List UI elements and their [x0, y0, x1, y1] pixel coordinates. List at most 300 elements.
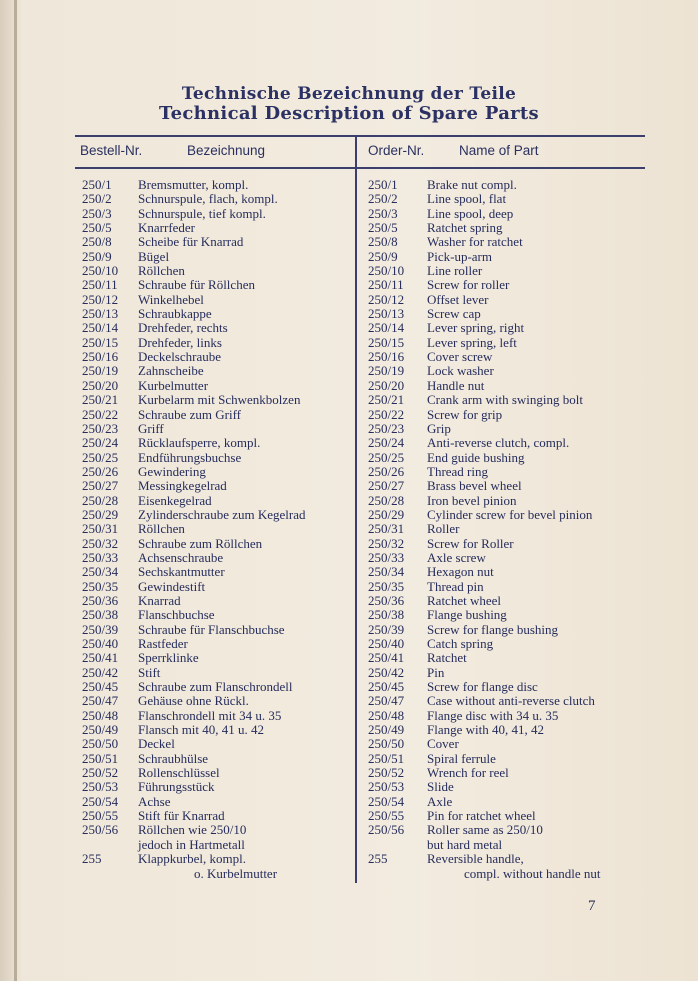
part-number: 250/24 — [82, 435, 119, 451]
part-number: 250/45 — [82, 679, 119, 695]
part-number: 250/26 — [82, 463, 119, 479]
german-part-row — [82, 723, 352, 737]
german-part-row — [82, 780, 352, 794]
german-part-row — [82, 235, 352, 249]
part-name: Reversible handle, — [427, 851, 524, 867]
part-name: Screw for grip — [427, 406, 503, 422]
english-part-row — [368, 551, 648, 565]
part-name: Drehfeder, links — [138, 334, 222, 350]
part-number: 250/49 — [82, 722, 119, 738]
english-part-row — [368, 623, 648, 637]
part-number: 250/38 — [368, 607, 405, 623]
part-name: Brass bevel wheel — [427, 478, 522, 494]
german-part-row — [82, 192, 352, 206]
part-number: 250/34 — [368, 564, 405, 580]
part-name: Cylinder screw for bevel pinion — [427, 506, 593, 522]
english-part-row — [368, 264, 648, 278]
part-name: Stift — [138, 664, 161, 680]
english-part-row — [368, 379, 648, 393]
part-number: 250/55 — [368, 808, 405, 824]
part-name: Knarrad — [138, 592, 181, 608]
english-part-row — [368, 723, 648, 737]
part-number: 250/22 — [82, 406, 119, 422]
part-number: 250/8 — [368, 234, 398, 250]
english-part-row — [368, 508, 648, 522]
part-name: Lever spring, left — [427, 334, 517, 350]
german-part-row — [82, 178, 352, 192]
german-part-row — [82, 580, 352, 594]
part-name: End guide bushing — [427, 449, 525, 465]
part-number: 250/24 — [368, 435, 405, 451]
page-title-german: Technische Bezeichnung der Teile — [181, 84, 517, 104]
german-part-row — [82, 809, 352, 823]
part-name: Case without anti-reverse clutch — [427, 693, 595, 709]
part-name: Slide — [427, 779, 454, 795]
english-part-row — [368, 867, 648, 881]
part-name: Line spool, deep — [427, 205, 514, 221]
german-part-row — [82, 838, 352, 852]
english-part-row — [368, 321, 648, 335]
part-number: 250/39 — [82, 621, 119, 637]
part-name: Flange with 40, 41, 42 — [427, 722, 544, 738]
part-name: Drehfeder, rechts — [138, 320, 228, 336]
part-number: 255 — [368, 851, 388, 867]
part-name: Schraubkappe — [138, 306, 212, 322]
english-part-row — [368, 752, 648, 766]
part-name: Iron bevel pinion — [427, 492, 517, 508]
part-number: 250/51 — [368, 750, 405, 766]
part-number: 250/23 — [82, 420, 119, 436]
german-part-row — [82, 293, 352, 307]
part-name: Hexagon nut — [427, 564, 494, 580]
part-name: Führungsstück — [138, 779, 215, 795]
part-name: Schraube für Röllchen — [138, 277, 255, 293]
english-part-row — [368, 709, 648, 723]
german-part-row — [82, 766, 352, 780]
header-name-en: Name of Part — [459, 143, 539, 158]
part-number: 250/54 — [82, 793, 119, 809]
part-number: 250/9 — [368, 248, 398, 264]
english-part-row — [368, 737, 648, 751]
part-number: 250/53 — [82, 779, 119, 795]
german-part-row — [82, 637, 352, 651]
part-name: Schraube zum Röllchen — [138, 535, 263, 551]
german-part-row — [82, 594, 352, 608]
part-number: 250/51 — [82, 750, 119, 766]
part-number: 250/32 — [82, 535, 119, 551]
part-name: Klappkurbel, kompl. — [138, 851, 246, 867]
part-number: 250/27 — [368, 478, 405, 494]
part-number: 250/28 — [368, 492, 405, 508]
part-name: Roller — [427, 521, 460, 537]
part-number: 250/27 — [82, 478, 119, 494]
english-part-row — [368, 336, 648, 350]
part-name: Screw for flange bushing — [427, 621, 559, 637]
part-name: Screw for flange disc — [427, 679, 538, 695]
part-name: Wrench for reel — [427, 765, 509, 781]
german-part-row — [82, 321, 352, 335]
part-number: 250/12 — [82, 291, 119, 307]
part-number: 250/20 — [368, 377, 405, 393]
part-name: but hard metal — [427, 836, 503, 852]
german-part-row — [82, 680, 352, 694]
english-part-row — [368, 522, 648, 536]
part-number: 250/3 — [368, 205, 398, 221]
german-part-row — [82, 479, 352, 493]
part-number: 250/19 — [368, 363, 405, 379]
german-part-row — [82, 207, 352, 221]
german-part-row — [82, 565, 352, 579]
part-name: Flanschrondell mit 34 u. 35 — [138, 707, 282, 723]
part-name: Screw for roller — [427, 277, 510, 293]
german-part-row — [82, 451, 352, 465]
part-number: 250/52 — [368, 765, 405, 781]
part-name: Roller same as 250/10 — [427, 822, 543, 838]
german-part-row — [82, 364, 352, 378]
part-number: 250/41 — [82, 650, 119, 666]
part-name: Lock washer — [427, 363, 494, 379]
english-part-row — [368, 192, 648, 206]
german-part-row — [82, 752, 352, 766]
header-order-no-en: Order-Nr. — [368, 143, 425, 158]
part-name: Schraubhülse — [138, 750, 209, 766]
part-name: Screw cap — [427, 306, 481, 322]
part-number: 250/20 — [82, 377, 119, 393]
part-number: 250/42 — [368, 664, 405, 680]
part-number: 250/45 — [368, 679, 405, 695]
german-part-row — [82, 264, 352, 278]
english-part-row — [368, 766, 648, 780]
part-number: 250/25 — [82, 449, 119, 465]
part-number: 250/23 — [368, 420, 405, 436]
english-part-row — [368, 823, 648, 837]
part-name: Flange bushing — [427, 607, 507, 623]
english-part-row — [368, 608, 648, 622]
german-part-row — [82, 709, 352, 723]
part-number: 250/35 — [82, 578, 119, 594]
english-part-row — [368, 651, 648, 665]
english-part-row — [368, 594, 648, 608]
german-part-row — [82, 278, 352, 292]
part-number: 250/29 — [368, 506, 405, 522]
english-part-row — [368, 250, 648, 264]
part-name: Anti-reverse clutch, compl. — [427, 435, 570, 451]
part-number: 250/36 — [368, 592, 405, 608]
part-number: 250/31 — [368, 521, 405, 537]
part-name: Cover — [427, 736, 459, 752]
part-number: 250/16 — [368, 349, 405, 365]
part-name: Gewindering — [138, 463, 206, 479]
part-number: 250/2 — [368, 191, 398, 207]
german-part-row — [82, 422, 352, 436]
german-part-row — [82, 694, 352, 708]
part-name: Bügel — [138, 248, 170, 264]
part-number: 250/10 — [368, 263, 405, 279]
part-number: 250/48 — [368, 707, 405, 723]
page-number: 7 — [588, 898, 596, 914]
english-part-row — [368, 207, 648, 221]
part-name: Pin for ratchet wheel — [427, 808, 536, 824]
english-part-row — [368, 393, 648, 407]
part-name: Thread pin — [427, 578, 484, 594]
part-number: 250/10 — [82, 263, 119, 279]
part-number: 250/5 — [368, 220, 398, 236]
part-name: Winkelhebel — [138, 291, 204, 307]
part-name: Röllchen — [138, 521, 185, 537]
part-number: 250/50 — [82, 736, 119, 752]
part-number: 250/29 — [82, 506, 119, 522]
german-part-row — [82, 350, 352, 364]
part-number: 250/21 — [82, 392, 119, 408]
part-name: Deckel — [138, 736, 175, 752]
table-top-rule — [75, 135, 645, 137]
part-name: Lever spring, right — [427, 320, 525, 336]
part-name: Brake nut compl. — [427, 177, 517, 192]
part-number: 250/42 — [82, 664, 119, 680]
german-part-row — [82, 537, 352, 551]
german-part-row — [82, 465, 352, 479]
part-name: Handle nut — [427, 377, 485, 393]
part-number: 250/3 — [82, 205, 112, 221]
english-part-row — [368, 852, 648, 866]
part-name: Spiral ferrule — [427, 750, 496, 766]
part-number: 250/2 — [82, 191, 112, 207]
german-part-row — [82, 651, 352, 665]
part-name: o. Kurbelmutter — [194, 865, 278, 881]
part-number: 250/55 — [82, 808, 119, 824]
part-number: 250/21 — [368, 392, 405, 408]
part-name: Cover screw — [427, 349, 493, 365]
part-number: 250/39 — [368, 621, 405, 637]
english-parts-list — [368, 178, 648, 881]
english-part-row — [368, 350, 648, 364]
part-name: Griff — [138, 420, 164, 436]
part-number: 250/13 — [82, 306, 119, 322]
part-name: Kurbelmutter — [138, 377, 209, 393]
part-name: Screw for Roller — [427, 535, 514, 551]
part-name: Grip — [427, 420, 451, 436]
english-part-row — [368, 364, 648, 378]
part-number: 250/5 — [82, 220, 112, 236]
english-part-row — [368, 479, 648, 493]
english-part-row — [368, 565, 648, 579]
part-name: Ratchet — [427, 650, 467, 666]
part-number: 250/40 — [82, 636, 119, 651]
part-name: Crank arm with swinging bolt — [427, 392, 583, 408]
german-part-row — [82, 393, 352, 407]
part-number: 250/14 — [368, 320, 405, 336]
german-part-row — [82, 823, 352, 837]
part-name: Schraube zum Griff — [138, 406, 242, 422]
english-part-row — [368, 422, 648, 436]
part-name: Sechskantmutter — [138, 564, 225, 580]
part-name: Schraube für Flanschbuchse — [138, 621, 285, 637]
part-name: Eisenkegelrad — [138, 492, 212, 508]
part-name: Gehäuse ohne Rückl. — [138, 693, 249, 709]
english-part-row — [368, 235, 648, 249]
german-part-row — [82, 250, 352, 264]
part-number: 250/47 — [368, 693, 405, 709]
part-number: 250/41 — [368, 650, 405, 666]
english-part-row — [368, 307, 648, 321]
english-part-row — [368, 178, 648, 192]
part-number: 250/52 — [82, 765, 119, 781]
english-part-row — [368, 809, 648, 823]
part-name: Kurbelarm mit Schwenkbolzen — [138, 392, 301, 408]
german-part-row — [82, 737, 352, 751]
english-part-row — [368, 838, 648, 852]
part-name: Zylinderschraube zum Kegelrad — [138, 506, 306, 522]
english-part-row — [368, 465, 648, 479]
part-number: 250/33 — [82, 549, 119, 565]
part-number: 250/32 — [368, 535, 405, 551]
part-number: 250/49 — [368, 722, 405, 738]
part-name: Röllchen — [138, 263, 185, 279]
part-name: Axle screw — [427, 549, 486, 565]
part-name: Thread ring — [427, 463, 489, 479]
part-name: Catch spring — [427, 636, 494, 651]
part-name: Flanschbuchse — [138, 607, 215, 623]
english-part-row — [368, 537, 648, 551]
part-name: Rastfeder — [138, 636, 188, 651]
part-name: Messingkegelrad — [138, 478, 227, 494]
part-name: Gewindestift — [138, 578, 206, 594]
part-number: 250/14 — [82, 320, 119, 336]
german-part-row — [82, 867, 352, 881]
part-name: Axle — [427, 793, 453, 809]
english-part-row — [368, 666, 648, 680]
german-part-row — [82, 666, 352, 680]
english-part-row — [368, 451, 648, 465]
german-part-row — [82, 623, 352, 637]
part-number: 250/54 — [368, 793, 405, 809]
english-part-row — [368, 795, 648, 809]
german-part-row — [82, 608, 352, 622]
part-number: 250/13 — [368, 306, 405, 322]
part-name: Flansch mit 40, 41 u. 42 — [138, 722, 265, 738]
part-name: Pick-up-arm — [427, 248, 492, 264]
header-bottom-rule — [75, 167, 645, 169]
english-part-row — [368, 221, 648, 235]
part-number: 250/35 — [368, 578, 405, 594]
part-number: 250/31 — [82, 521, 119, 537]
part-name: Line spool, flat — [427, 191, 507, 207]
english-part-row — [368, 580, 648, 594]
part-name: Sperrklinke — [138, 650, 199, 666]
part-number: 250/19 — [82, 363, 119, 379]
part-number: 250/15 — [82, 334, 119, 350]
part-number: 250/56 — [368, 822, 405, 838]
part-number: 250/36 — [82, 592, 119, 608]
german-part-row — [82, 379, 352, 393]
german-part-row — [82, 852, 352, 866]
part-name: Röllchen wie 250/10 — [138, 822, 247, 838]
part-number: 250/40 — [368, 636, 405, 651]
part-number: 250/50 — [368, 736, 405, 752]
part-number: 255 — [82, 851, 102, 867]
part-number: 250/11 — [82, 277, 118, 293]
page-title-english: Technical Description of Spare Parts — [159, 103, 539, 124]
part-name: Endführungsbuchse — [138, 449, 242, 465]
part-number: 250/47 — [82, 693, 119, 709]
english-part-row — [368, 694, 648, 708]
german-part-row — [82, 508, 352, 522]
part-number: 250/34 — [82, 564, 119, 580]
header-name-de: Bezeichnung — [187, 143, 266, 158]
part-number: 250/11 — [368, 277, 404, 293]
english-part-row — [368, 436, 648, 450]
part-name: Rollenschlüssel — [138, 765, 220, 781]
part-name: Flange disc with 34 u. 35 — [427, 707, 559, 723]
english-part-row — [368, 278, 648, 292]
part-number: 250/15 — [368, 334, 405, 350]
part-number: 250/9 — [82, 248, 112, 264]
part-name: Offset lever — [427, 291, 489, 307]
german-part-row — [82, 336, 352, 350]
header-order-no-de: Bestell-Nr. — [80, 143, 143, 158]
english-part-row — [368, 408, 648, 422]
part-name: Deckelschraube — [138, 349, 222, 365]
part-name: Ratchet spring — [427, 220, 503, 236]
part-name: Schnurspule, tief kompl. — [138, 205, 266, 221]
english-part-row — [368, 293, 648, 307]
english-part-row — [368, 494, 648, 508]
part-number: 250/53 — [368, 779, 405, 795]
part-number: 250/1 — [82, 177, 112, 192]
part-name: Pin — [427, 664, 445, 680]
part-number: 250/12 — [368, 291, 405, 307]
part-name: jedoch in Hartmetall — [138, 836, 245, 852]
part-number: 250/28 — [82, 492, 119, 508]
part-number: 250/25 — [368, 449, 405, 465]
english-part-row — [368, 780, 648, 794]
part-number: 250/48 — [82, 707, 119, 723]
part-name: Zahnscheibe — [138, 363, 204, 379]
part-name: Line roller — [427, 263, 483, 279]
part-name: Knarrfeder — [138, 220, 196, 236]
part-number: 250/22 — [368, 406, 405, 422]
part-name: Schnurspule, flach, kompl. — [138, 191, 278, 207]
part-number: 250/8 — [82, 234, 112, 250]
part-name: Achsenschraube — [138, 549, 224, 565]
part-name: Ratchet wheel — [427, 592, 501, 608]
part-name: Washer for ratchet — [427, 234, 523, 250]
english-part-row — [368, 680, 648, 694]
part-number: 250/56 — [82, 822, 119, 838]
part-name: compl. without handle nut — [464, 865, 601, 881]
part-name: Schraube zum Flanschrondell — [138, 679, 293, 695]
german-part-row — [82, 307, 352, 321]
column-divider — [355, 135, 357, 883]
german-part-row — [82, 408, 352, 422]
part-number: 250/26 — [368, 463, 405, 479]
english-part-row — [368, 637, 648, 651]
part-number: 250/16 — [82, 349, 119, 365]
part-number: 250/38 — [82, 607, 119, 623]
german-part-row — [82, 436, 352, 450]
german-parts-list — [82, 178, 352, 881]
page-binding — [14, 0, 17, 981]
part-name: Stift für Knarrad — [138, 808, 225, 824]
german-part-row — [82, 221, 352, 235]
part-name: Rücklaufsperre, kompl. — [138, 435, 261, 451]
part-number: 250/33 — [368, 549, 405, 565]
german-part-row — [82, 494, 352, 508]
part-name: Achse — [138, 793, 171, 809]
german-part-row — [82, 795, 352, 809]
german-part-row — [82, 551, 352, 565]
part-name: Scheibe für Knarrad — [138, 234, 244, 250]
